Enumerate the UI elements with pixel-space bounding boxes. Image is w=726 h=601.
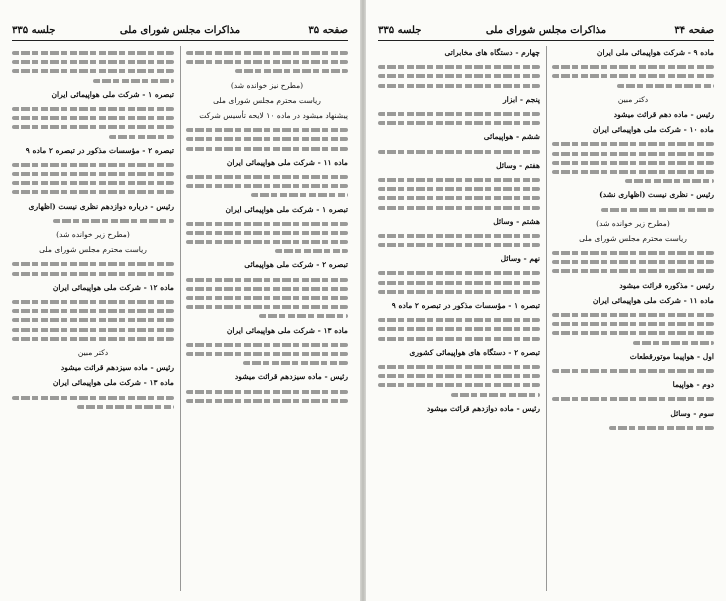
right-page-number: صفحه ۳۴ [674,25,714,36]
left-page-right-column [186,46,348,595]
signature: دکتر مبین [617,94,649,104]
note-heading: تبصره ۱ - شرکت ملی هواپیمائی ایران [225,204,348,214]
paragraph-heading: (مطرح زیر خوانده شد) [596,218,670,228]
speaker-line: رئیس - مذکوره قرائت میشود [619,280,714,290]
right-page-right-column [552,46,714,595]
list-item: ششم - هواپیمائی [483,132,540,142]
list-item: دوم - هواپیما [672,380,714,390]
list-item: هفتم - وسائل [496,160,540,170]
left-page-title: مذاکرات مجلس شورای ملی [119,25,241,36]
signature: دکتر مبین [77,347,109,357]
list-item: نهم - وسائل [500,254,540,264]
article-heading: ماده ۹ - شرکت هواپیمائی ملی ایران [596,48,714,57]
left-page-session: جلسه ۳۳۵ [12,25,56,36]
paragraph-heading: (مطرح نیز خوانده شد) [230,80,304,90]
left-page-number: صفحه ۳۵ [308,25,348,36]
list-item: هشتم - وسائل [493,216,540,226]
list-item: اول - هواپیما موتورقطعات [629,351,714,361]
article-heading: ماده ۱۳ - شرکت ملی هواپیمائی ایران [226,325,348,335]
left-page-left-column [12,46,174,595]
right-page [366,0,726,601]
paragraph-heading: ریاست محترم مجلس شورای ملی [39,245,147,255]
list-item: چهارم - دستگاه های مخابراتی [444,48,540,57]
speaker-line: رئیس - ماده سیزدهم قرائت میشود [60,363,174,373]
right-page-session: جلسه ۳۳۵ [378,25,422,36]
paragraph-heading: ریاست محترم مجلس شورای ملی [579,233,687,243]
note-heading: تبصره ۲ - مؤسسات مذکور در تبصره ۲ ماده ۹ [25,145,174,155]
note-heading: تبصره ۱ - مؤسسات مذکور در تبصره ۲ ماده ۹ [391,301,540,311]
speaker-line: رئیس - درباره دوازدهم نظری نیست (اظهاری [28,201,174,211]
speaker-line: رئیس - نظری نیست (اظهاری نشد) [599,190,714,200]
article-heading: ماده ۱۲ - شرکت ملی هواپیمائی ایران [52,282,174,292]
article-heading: ماده ۱۱ - شرکت ملی هواپیمائی ایران [226,157,348,167]
speaker-line: رئیس - ماده دوازدهم قرائت میشود [426,403,540,413]
article-heading: ماده ۱۰ - شرکت ملی هواپیمائی ایران [592,125,714,135]
note-heading: تبصره ۲ - شرکت ملی هواپیمائی [244,260,348,270]
speaker-line: رئیس - ماده دهم قرائت میشود [613,109,714,119]
article-heading: ماده ۱۱ - شرکت ملی هواپیمائی ایران [592,295,714,305]
list-item: سوم - وسائل [670,408,714,418]
left-page [0,0,360,601]
left-page-columns [12,46,348,595]
list-item: پنجم - ابزار [503,94,540,104]
right-page-header [378,24,714,41]
right-page-left-column [378,46,540,595]
right-page-title: مذاکرات مجلس شورای ملی [485,25,607,36]
note-heading: تبصره ۱ - شرکت ملی هواپیمائی ایران [51,89,174,99]
paragraph-heading: (مطرح زیر خوانده شد) [56,230,130,240]
note-heading: تبصره ۲ - دستگاه های هواپیمائی کشوری [409,347,540,357]
article-heading: ماده ۱۳ - شرکت ملی هواپیمائی ایران [52,378,174,388]
paragraph-heading: ریاست محترم مجلس شورای ملی [213,95,321,105]
speaker-line: رئیس - ماده سیزدهم قرائت میشود [234,372,348,382]
paragraph-lead: پیشنهاد میشود در ماده ۱۰ لایحه تأسیس شرکت [199,110,348,120]
left-page-header [12,24,348,41]
right-page-columns [378,46,714,595]
